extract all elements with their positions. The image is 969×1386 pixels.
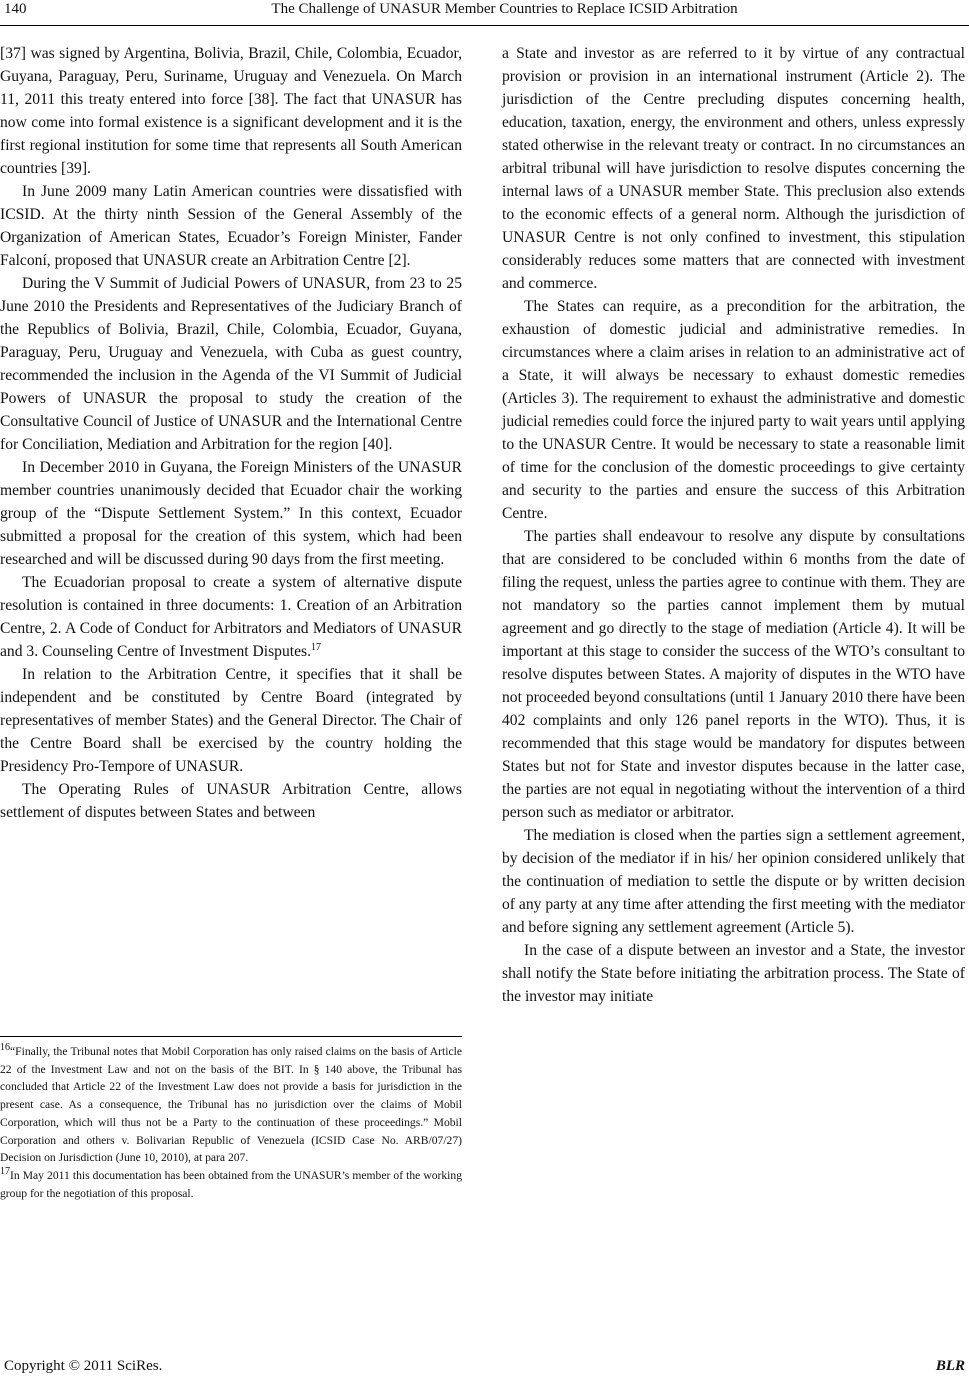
left-column	[0, 42, 462, 824]
journal-abbreviation: BLR	[935, 1358, 965, 1374]
paragraph: In December 2010 in Guyana, the Foreign Ministers of the UNASUR member countries unanimously decided that Ecuador chair the working group of the “Dispute Settlement System.” In this context, Ecuador submitted a proposal for the creation of this system, which had been researched and will be discussed during 90 days from the first meeting.	[0, 459, 462, 568]
paragraph-text: The Ecuadorian proposal to create a system of alternative dispute resolution is contained in three documents: 1. Creation of an Arbitration Centre, 2. A Code of Conduct for Arbitrators and Mediators of UNASUR and 3. Counseling Centre of Investment Disputes.	[0, 574, 462, 660]
paragraph: In June 2009 many Latin American countries were dissatisfied with ICSID. At the thirty ninth Session of the General Assembly of the Organization of American States, Ecuador’s Foreign Minister, Fander Falconí, proposed that UNASUR create an Arbitration Centre [2].	[0, 183, 462, 269]
footnote-marker: 16	[0, 1042, 10, 1054]
paragraph: In relation to the Arbitration Centre, it specifies that it shall be independent and be constituted by Centre Board (integrated by representatives of member States) and the General Director. The Chair of the Centre Board shall be exercised by the country holding the Presidency Pro-Tempore of UNASUR.	[0, 666, 462, 775]
header-rule	[0, 25, 969, 26]
paragraph: [37] was signed by Argentina, Bolivia, Brazil, Chile, Colombia, Ecuador, Guyana, Paraguay, Peru, Suriname, Uruguay and Venezuela. On March 11, 2011 this treaty entered into force [38]. The fact that UNASUR has now come into formal existence is a significant development and it is the first regional institution for some time that represents all South American countries [39].	[0, 45, 462, 177]
footnote	[0, 1167, 462, 1202]
paragraph: The Operating Rules of UNASUR Arbitration Centre, allows settlement of disputes between States and between	[0, 781, 462, 821]
running-title: The Challenge of UNASUR Member Countries to Replace ICSID Arbitration	[271, 1, 738, 17]
paragraph	[0, 571, 462, 663]
page-number: 140	[4, 1, 27, 17]
paragraph: The parties shall endeavour to resolve any dispute by consultations that are considered to be concluded within 6 months from the date of filing the request, unless the parties agree to continue with them. They are not mandatory so the parties cannot implement them by mutual agreement and go directly to the stage of mediation (Article 4). It will be important at this stage to consider the success of the WTO’s consultant to resolve disputes between States. A majority of disputes in the WTO have not proceeded beyond consultations (until 1 January 2010 there have been 402 complaints and only 126 panel reports in the WTO). Thus, it is recommended that this stage would be mandatory for disputes between States but not for State and investor disputes because in the latter case, the parties are not equal in negotiating without the intervention of a third person such as mediator or arbitrator.	[502, 528, 965, 821]
page-footer	[0, 1358, 969, 1382]
footnote-rule	[0, 1036, 462, 1037]
paragraph: The mediation is closed when the parties sign a settlement agreement, by decision of the mediator if in his/ her opinion considered unlikely that the continuation of mediation to settle the dispute or by written decision of any party at any time after attending the first meeting with the mediator and before signing any settlement agreement (Article 5).	[502, 827, 965, 936]
footnote	[0, 1043, 462, 1167]
paragraph: During the V Summit of Judicial Powers of UNASUR, from 23 to 25 June 2010 the Presidents and Representatives of the Judiciary Branch of the Republics of Bolivia, Brazil, Chile, Colombia, Ecuador, Guyana, Paraguay, Peru, Uruguay and Venezuela, with Cuba as guest country, recommended the inclusion in the Agenda of the VI Summit of Judicial Powers of UNASUR the proposal to study the creation of the Consultative Council of Justice of UNASUR and the International Centre for Conciliation, Mediation and Arbitration for the region [40].	[0, 275, 462, 453]
paragraph: In the case of a dispute between an investor and a State, the investor shall notify the State before initiating the arbitration process. The State of the investor may initiate	[502, 942, 965, 1005]
footnote-marker: 17	[0, 1166, 10, 1178]
paragraph: a State and investor as are referred to it by virtue of any contractual provision or provision in an international instrument (Article 2). The jurisdiction of the Centre precluding disputes concerning health, education, taxation, energy, the environment and others, unless expressly stated otherwise in the relevant treaty or contract. In no circumstances an arbitral tribunal will have jurisdiction to resolve disputes concerning the internal laws of a UNASUR member State. This preclusion also extends to the economic effects of a general norm. Although the jurisdiction of UNASUR Centre is not only confined to investment, this stipulation considerably reduces some matters that are connected with investment and commerce.	[502, 45, 965, 292]
page-header	[0, 0, 969, 30]
footnote-text: “Finally, the Tribunal notes that Mobil Corporation has only raised claims on the basis of Article 22 of the Investment Law and not on the basis of the BIT. In § 140 above, the Tribunal has concluded that Article 22 of the Investment Law does not provide a basis for jurisdiction in the present case. As a consequence, the Tribunal has no jurisdiction over the claims of Mobil Corporation, which will thus not be a Party to the continuation of these proceedings.” Mobil Corporation and others v. Bolivarian Republic of Venezuela (ICSID Case No. ARB/07/27) Decision on Jurisdiction (June 10, 2010), at para 207.	[0, 1045, 462, 1165]
paragraph: The States can require, as a precondition for the arbitration, the exhaustion of domestic judicial and administrative remedies. In circumstances where a claim arises in relation to an administrative act of a State, it will always be necessary to exhaust domestic remedies (Articles 3). The requirement to exhaust the administrative and domestic judicial remedies could force the injured party to wait years until applying to the UNASUR Centre. It would be necessary to state a reasonable limit of time for the conclusion of the domestic proceedings to give certainty and security to the parties and ensure the success of this Arbitration Centre.	[502, 298, 965, 522]
footnote-reference: 17	[310, 641, 321, 653]
copyright: Copyright © 2011 SciRes.	[4, 1358, 163, 1374]
right-column	[502, 42, 965, 1008]
footnote-text: In May 2011 this documentation has been obtained from the UNASUR’s member of the working group for the negotiation of this proposal.	[0, 1168, 462, 1200]
footnotes	[0, 1043, 462, 1202]
